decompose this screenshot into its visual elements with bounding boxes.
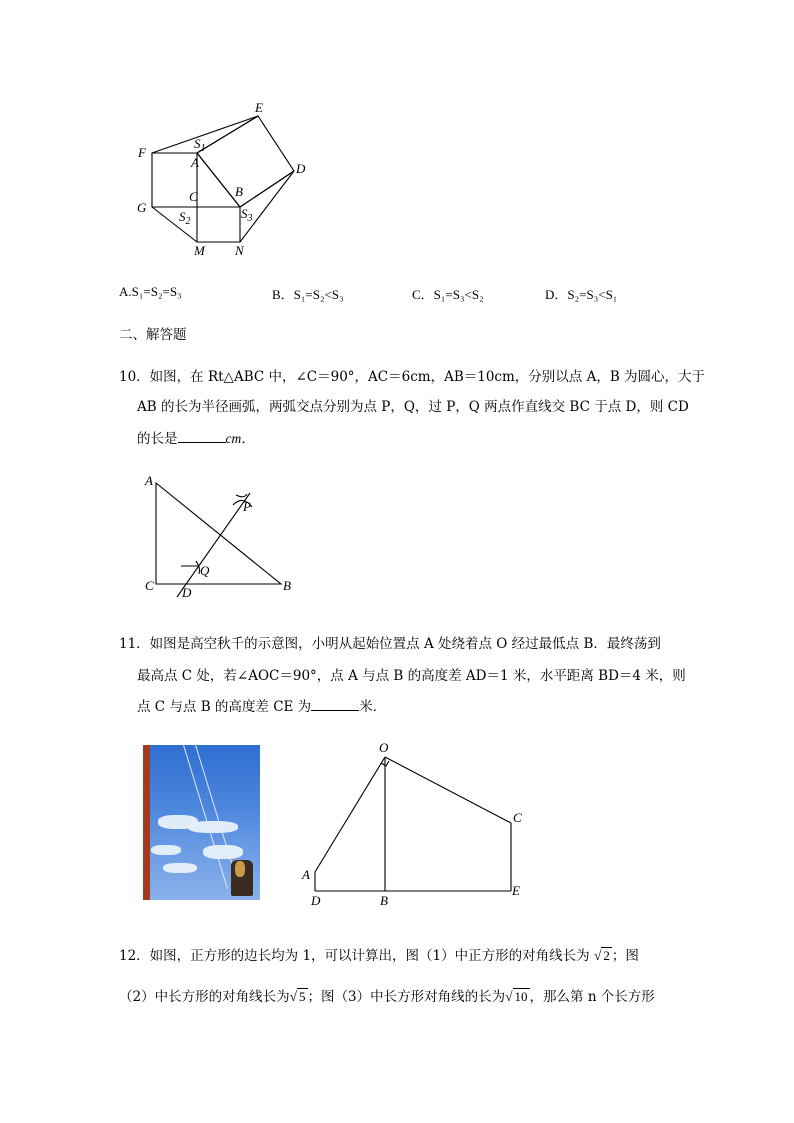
label-c: C xyxy=(513,810,522,825)
label-c: C xyxy=(145,578,154,593)
q10-line2: AB 的长为半径画弧，两弧交点分别为点 P，Q，过 P，Q 两点作直线交 BC 于点 D，则 CD xyxy=(137,399,689,415)
q11-figure xyxy=(298,738,528,910)
label-s3 xyxy=(241,206,253,224)
label-f: F xyxy=(138,145,146,160)
label-s: S xyxy=(179,209,186,224)
q11-line3-post: 米． xyxy=(359,699,387,715)
label-d: D xyxy=(182,585,192,600)
q11-line3-pre: 点 C 与点 B 的高度差 CE 为 xyxy=(137,699,312,715)
photo-pole xyxy=(143,745,150,900)
photo-cloud-4 xyxy=(203,845,243,859)
q10-answer-blank[interactable] xyxy=(178,430,226,443)
label-a: A xyxy=(145,473,153,488)
label-b: B xyxy=(380,893,388,908)
label-a: A xyxy=(302,867,310,882)
segment-oa xyxy=(315,757,385,872)
segment-ab xyxy=(197,153,240,207)
square-s1 xyxy=(197,116,294,207)
arc-p2 xyxy=(236,494,247,497)
segment-bd xyxy=(240,171,294,207)
segment-dn xyxy=(240,171,294,242)
q12-line1-pre: 12．如图，正方形的边长均为 1，可以计算出，图（1）中正方形的对角线长为 xyxy=(119,948,590,964)
label-s1 xyxy=(194,136,206,154)
q10-line3-pre: 的长是 xyxy=(137,431,178,447)
option-b[interactable]: B．S₁=S₂<S₃ xyxy=(272,287,344,302)
label-d: D xyxy=(296,161,306,176)
label-b: B xyxy=(235,184,243,199)
label-s: S xyxy=(194,136,201,151)
q12-line2-post: ，那么第 n 个长方形 xyxy=(529,989,655,1005)
q11-line2: 最高点 C 处，若∠AOC＝90°，点 A 与点 B 的高度差 AD＝1 米，水平距离 BD＝4 米，则 xyxy=(137,668,686,684)
label-b: B xyxy=(283,578,291,593)
q12-line2-mid: ；图（3）中长方形对角线的长为 xyxy=(307,989,506,1005)
label-e: E xyxy=(512,883,520,898)
option-a[interactable]: A.S₁=S₂=S₃ xyxy=(119,284,182,299)
q10-line3 xyxy=(137,427,255,447)
label-d: D xyxy=(311,893,321,908)
option-d[interactable]: D．S₂=S₃<S₁ xyxy=(545,287,618,302)
label-o: O xyxy=(379,740,389,755)
photo-cloud-3 xyxy=(151,845,181,855)
photo-cloud-2 xyxy=(188,821,238,833)
q10-figure xyxy=(140,470,300,605)
label-e: E xyxy=(255,100,263,115)
q10-line3-post: cm． xyxy=(225,431,255,446)
radicand-2: 2 xyxy=(603,948,610,963)
q11-line1: 11．如图是高空秋千的示意图，小明从起始位置点 A 处绕着点 O 经过最低点 B．最终荡到 xyxy=(119,636,661,652)
section-title: 二、解答题 xyxy=(119,327,187,343)
label-three: 3 xyxy=(247,213,253,224)
q11-line3 xyxy=(137,695,386,715)
label-m: M xyxy=(194,243,205,258)
label-n: N xyxy=(235,243,244,258)
q12-line2-pre: （2）中长方形的对角线长为 xyxy=(119,989,290,1005)
radicand-5: 5 xyxy=(299,989,306,1004)
q12-line1-post: ；图 xyxy=(611,948,639,964)
sqrt-2: √ 2 xyxy=(593,948,610,963)
q10-line1: 10．如图，在 Rt△ABC 中，∠C＝90°，AC＝6cm，AB＝10cm，分别以点 A，B 为圆心，大于 xyxy=(119,369,706,385)
option-c[interactable]: C．S₁=S₃<S₂ xyxy=(412,287,484,302)
sqrt-5: √ 5 xyxy=(289,989,306,1004)
photo-cloud-5 xyxy=(163,863,197,873)
label-a: A xyxy=(191,155,199,170)
q11-answer-blank[interactable] xyxy=(311,698,359,711)
label-p: P xyxy=(243,499,251,514)
swing-photo xyxy=(143,745,260,900)
label-c: C xyxy=(189,189,198,204)
photo-person-hair xyxy=(235,861,245,877)
label-one: 1 xyxy=(200,143,206,154)
label-g: G xyxy=(137,200,147,215)
segment-oc xyxy=(385,757,511,823)
q9-figure xyxy=(130,95,320,265)
label-two: 2 xyxy=(185,216,191,227)
sqrt-10: √ 10 xyxy=(505,989,528,1004)
triangle-abc xyxy=(156,483,281,584)
radicand-10: 10 xyxy=(514,989,528,1004)
q12-line2 xyxy=(119,985,655,1005)
label-s: S xyxy=(241,206,248,221)
square-s3 xyxy=(197,207,240,242)
label-s2 xyxy=(179,209,191,227)
q12-line1 xyxy=(119,944,639,964)
label-q: Q xyxy=(200,563,210,578)
